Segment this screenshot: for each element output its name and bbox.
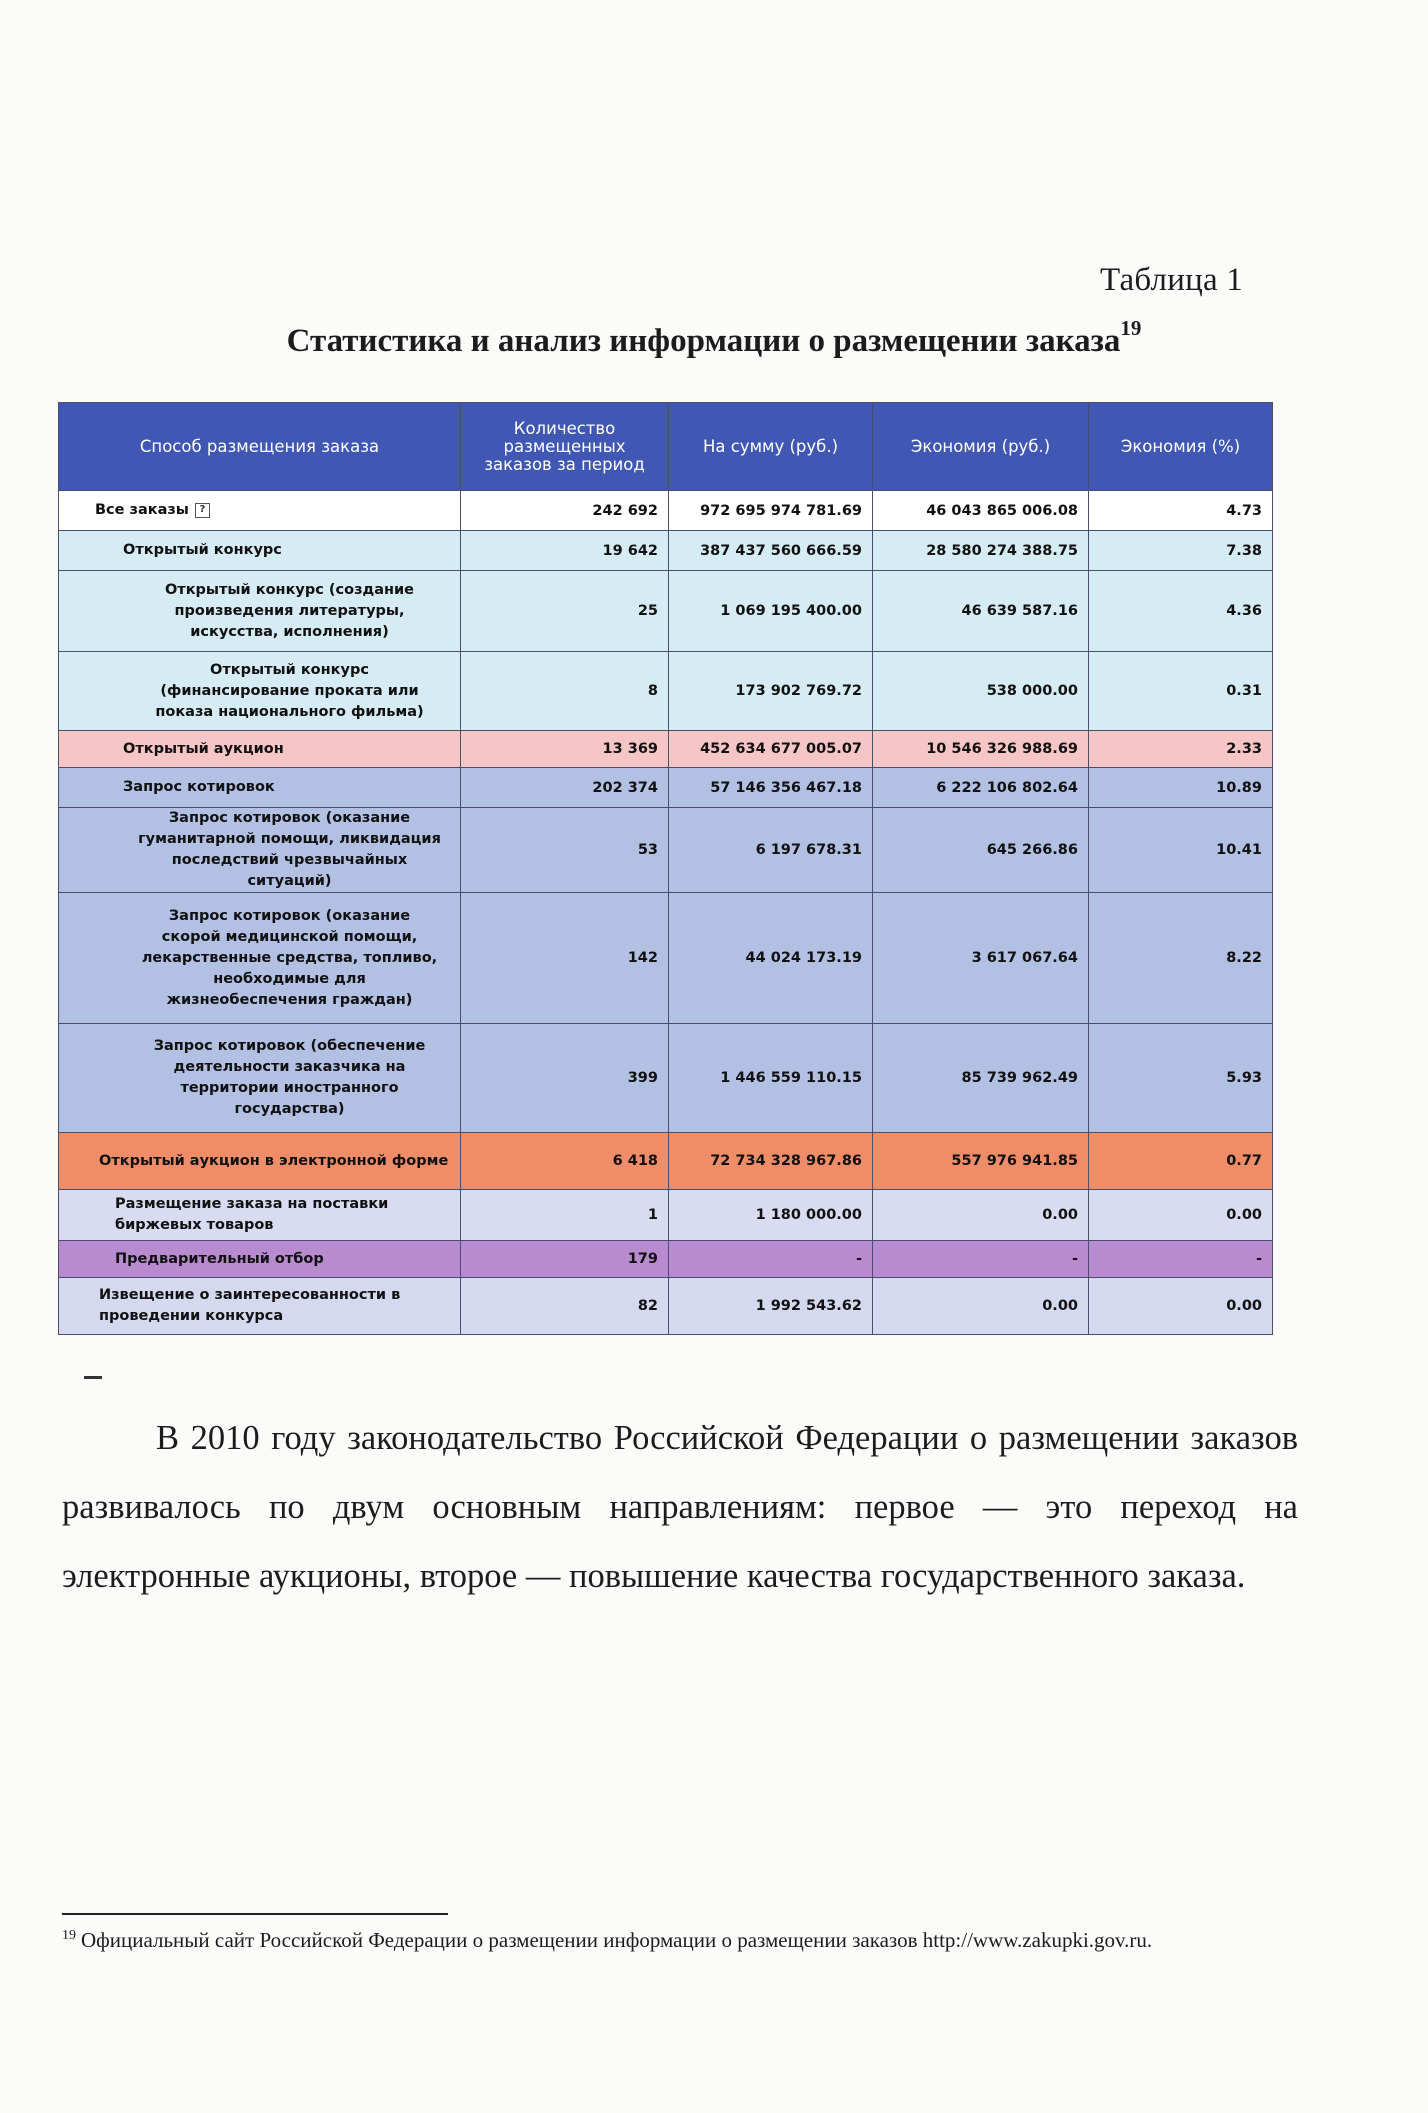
row-sum: 1 180 000.00	[669, 1190, 873, 1241]
col-header-count: Количество размещенных заказов за период	[461, 403, 669, 491]
row-sum: 452 634 677 005.07	[669, 731, 873, 768]
row-count: 142	[461, 893, 669, 1024]
row-percent: 10.89	[1089, 768, 1273, 808]
row-name: Открытый конкурс (финансирование проката или показа национального фильма)	[59, 652, 461, 731]
table-label: Таблица 1	[1100, 262, 1243, 298]
row-name: Извещение о заинтересованности в проведении конкурса	[59, 1278, 461, 1335]
row-count: 202 374	[461, 768, 669, 808]
table-row	[59, 1278, 1273, 1335]
table-row	[59, 1241, 1273, 1278]
row-savings: 46 639 587.16	[873, 571, 1089, 652]
row-savings: -	[873, 1241, 1089, 1278]
row-savings: 557 976 941.85	[873, 1133, 1089, 1190]
row-percent: 4.36	[1089, 571, 1273, 652]
row-count: 1	[461, 1190, 669, 1241]
row-percent: 4.73	[1089, 491, 1273, 531]
row-sum: 1 069 195 400.00	[669, 571, 873, 652]
row-name: Запрос котировок (обеспечение деятельности заказчика на территории иностранного государства)	[59, 1024, 461, 1133]
row-savings: 10 546 326 988.69	[873, 731, 1089, 768]
row-count: 8	[461, 652, 669, 731]
pen-mark	[84, 1376, 102, 1379]
row-savings: 0.00	[873, 1190, 1089, 1241]
row-percent: 7.38	[1089, 531, 1273, 571]
row-savings: 85 739 962.49	[873, 1024, 1089, 1133]
col-header-sum: На сумму (руб.)	[669, 403, 873, 491]
row-name: Запрос котировок (оказание гуманитарной помощи, ликвидация последствий чрезвычайных ситуаций)	[59, 808, 461, 893]
row-name: Открытый конкурс (создание произведения литературы, искусства, исполнения)	[59, 571, 461, 652]
row-name: Открытый конкурс	[59, 531, 461, 571]
row-count: 399	[461, 1024, 669, 1133]
footnote-divider	[62, 1913, 448, 1915]
row-count: 242 692	[461, 491, 669, 531]
row-savings: 538 000.00	[873, 652, 1089, 731]
table-row	[59, 808, 1273, 893]
row-percent: 8.22	[1089, 893, 1273, 1024]
footnote-reference: 19	[1120, 316, 1142, 340]
row-savings: 46 043 865 006.08	[873, 491, 1089, 531]
table-row	[59, 1024, 1273, 1133]
footnote-text: Официальный сайт Российской Федерации о размещении информации о размещении заказов http://www.zakupki.gov.ru.	[81, 1928, 1153, 1952]
row-count: 179	[461, 1241, 669, 1278]
body-paragraph: В 2010 году законодательство Российской Федерации о размещении заказов развивалось по двум основным направлениям: первое — это переход на электронные аукционы, второе — повышение качества государственного заказа.	[62, 1419, 1298, 1595]
row-name: Открытый аукцион	[59, 731, 461, 768]
row-count: 19 642	[461, 531, 669, 571]
row-sum: 173 902 769.72	[669, 652, 873, 731]
row-savings: 6 222 106 802.64	[873, 768, 1089, 808]
row-sum: 387 437 560 666.59	[669, 531, 873, 571]
table-row	[59, 893, 1273, 1024]
row-sum: 972 695 974 781.69	[669, 491, 873, 531]
row-percent: 0.00	[1089, 1190, 1273, 1241]
table-row	[59, 571, 1273, 652]
row-count: 6 418	[461, 1133, 669, 1190]
table-row	[59, 491, 1273, 531]
table-row	[59, 531, 1273, 571]
row-sum: 1 992 543.62	[669, 1278, 873, 1335]
row-name: Размещение заказа на поставки биржевых товаров	[59, 1190, 461, 1241]
row-savings: 645 266.86	[873, 808, 1089, 893]
row-sum: 6 197 678.31	[669, 808, 873, 893]
table-title-text: Статистика и анализ информации о размещении заказа	[286, 323, 1121, 359]
row-percent: 5.93	[1089, 1024, 1273, 1133]
table-row	[59, 652, 1273, 731]
row-name: Открытый аукцион в электронной форме	[59, 1133, 461, 1190]
col-header-savings-percent: Экономия (%)	[1089, 403, 1273, 491]
col-header-savings: Экономия (руб.)	[873, 403, 1089, 491]
row-savings: 28 580 274 388.75	[873, 531, 1089, 571]
row-count: 53	[461, 808, 669, 893]
table-title	[130, 316, 1298, 360]
col-header-method: Способ размещения заказа	[59, 403, 461, 491]
row-count: 82	[461, 1278, 669, 1335]
row-sum: 1 446 559 110.15	[669, 1024, 873, 1133]
row-sum: 72 734 328 967.86	[669, 1133, 873, 1190]
table-row	[59, 1133, 1273, 1190]
row-percent: 0.00	[1089, 1278, 1273, 1335]
row-name-text: Все заказы	[95, 502, 189, 518]
row-savings: 0.00	[873, 1278, 1089, 1335]
footnote	[62, 1920, 1282, 1956]
row-percent: -	[1089, 1241, 1273, 1278]
table-row	[59, 768, 1273, 808]
row-percent: 0.77	[1089, 1133, 1273, 1190]
row-sum: -	[669, 1241, 873, 1278]
row-count: 13 369	[461, 731, 669, 768]
row-sum: 44 024 173.19	[669, 893, 873, 1024]
row-percent: 2.33	[1089, 731, 1273, 768]
row-savings: 3 617 067.64	[873, 893, 1089, 1024]
row-count: 25	[461, 571, 669, 652]
table-header-row	[59, 403, 1273, 491]
row-percent: 10.41	[1089, 808, 1273, 893]
table-row	[59, 1190, 1273, 1241]
row-name: Запрос котировок	[59, 768, 461, 808]
row-percent: 0.31	[1089, 652, 1273, 731]
row-name: Предварительный отбор	[59, 1241, 461, 1278]
row-name	[59, 491, 461, 531]
row-sum: 57 146 356 467.18	[669, 768, 873, 808]
table-row	[59, 731, 1273, 768]
help-icon[interactable]: ?	[195, 503, 210, 518]
row-name: Запрос котировок (оказание скорой медицинской помощи, лекарственные средства, топливо, необходимые для жизнеобеспечения граждан)	[59, 893, 461, 1024]
statistics-table	[58, 402, 1273, 1335]
footnote-marker: 19	[62, 1928, 76, 1943]
